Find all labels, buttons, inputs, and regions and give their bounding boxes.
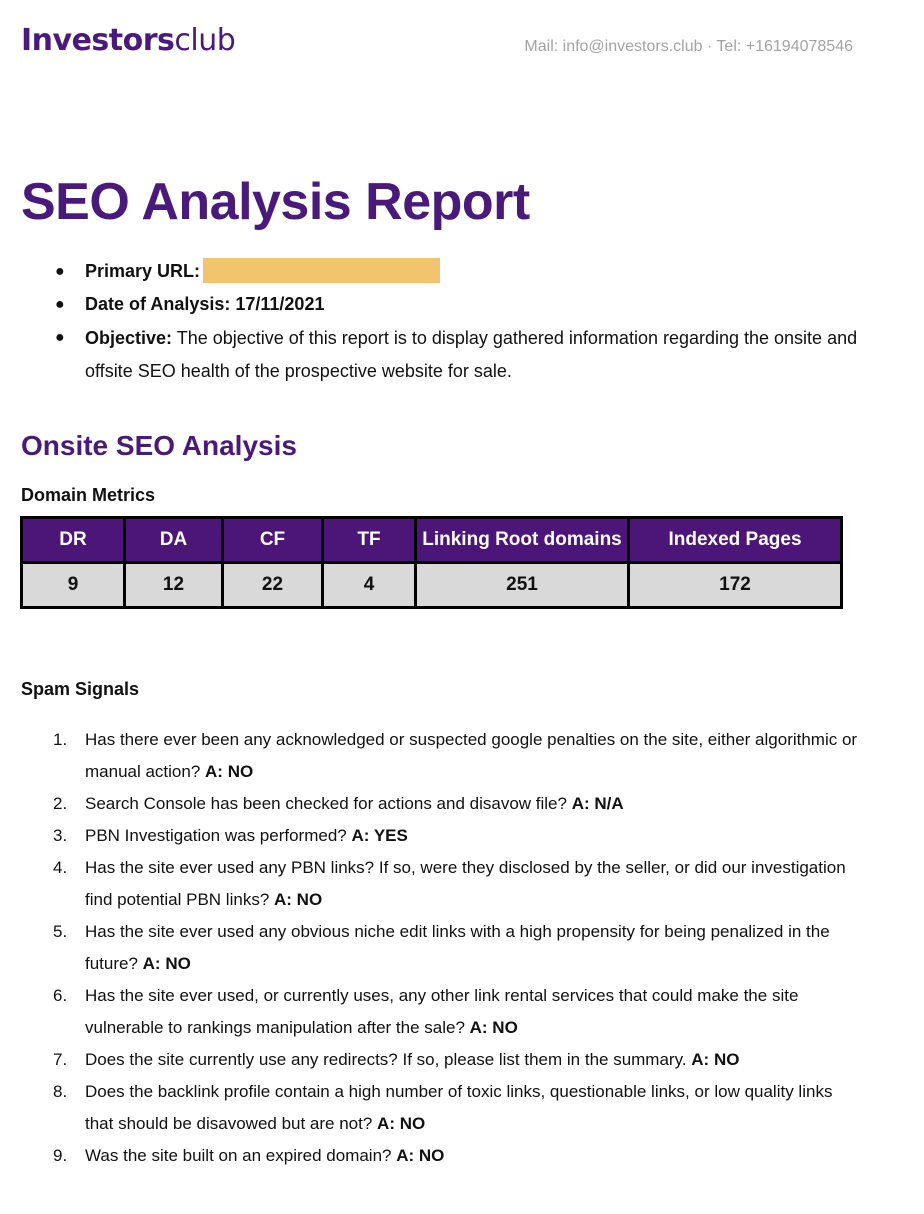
metrics-value-row (22, 563, 842, 608)
item-answer: A: NO (377, 1114, 426, 1133)
column-header-dr: DR (22, 518, 125, 563)
item-answer: A: NO (469, 1018, 518, 1037)
logo-suffix-text: club (174, 23, 236, 58)
value-indexed-pages: 172 (629, 563, 842, 608)
investors-club-logo[interactable] (21, 23, 236, 58)
column-header-linking-root-domains: Linking Root domains (416, 518, 629, 563)
item-answer: A: NO (205, 762, 254, 781)
bullet-icon: ● (55, 263, 65, 280)
list-item (0, 1140, 860, 1172)
domain-metrics-table (20, 516, 843, 609)
list-item (0, 916, 860, 980)
objective-text: The objective of this report is to display gathered information regarding the onsite and offsite SEO health of the prospective website for sale. (85, 328, 858, 381)
item-number: 8. (53, 1082, 68, 1101)
redacted-url-block (203, 258, 440, 283)
item-number: 6. (53, 986, 68, 1005)
primary-url-label: Primary URL: (85, 261, 201, 281)
item-answer: A: N/A (571, 794, 624, 813)
list-item (0, 1076, 860, 1140)
contact-info: Mail: info@investors.club · Tel: +16194078546 (524, 38, 853, 55)
list-item (0, 724, 860, 788)
list-item (0, 788, 860, 820)
item-question: PBN Investigation was performed? (85, 826, 352, 845)
list-item (0, 1044, 860, 1076)
item-answer: A: NO (396, 1146, 445, 1165)
column-header-tf: TF (323, 518, 416, 563)
domain-metrics-heading: Domain Metrics (21, 485, 156, 505)
item-question: Does the backlink profile contain a high number of toxic links, questionable links, or low quality links that should be disavowed but are not? (85, 1082, 833, 1133)
item-question: Has the site ever used any obvious niche edit links with a high propensity for being penalized in the future? (85, 922, 830, 973)
item-question: Search Console has been checked for actions and disavow file? (85, 794, 572, 813)
bullet-icon: ● (55, 296, 65, 313)
item-number: 5. (53, 922, 68, 941)
item-question: Has the site ever used any PBN links? If so, were they disclosed by the seller, or did our investigation find potential PBN links? (85, 858, 846, 909)
bullet-icon: ● (55, 329, 65, 346)
list-item (0, 980, 860, 1044)
item-question: Has the site ever used, or currently uses, any other link rental services that could make the site vulnerable to rankings manipulation after the sale? (85, 986, 799, 1037)
item-question: Was the site built on an expired domain? (85, 1146, 397, 1165)
date-label: Date of Analysis: 17/11/2021 (85, 294, 325, 314)
item-number: 9. (53, 1146, 68, 1165)
list-item (0, 852, 860, 916)
item-answer: A: YES (351, 826, 408, 845)
item-answer: A: NO (691, 1050, 740, 1069)
primary-url-item (0, 255, 860, 288)
value-dr: 9 (22, 563, 125, 608)
item-number: 7. (53, 1050, 68, 1069)
spam-signals-heading: Spam Signals (21, 679, 140, 699)
report-summary-list (0, 255, 860, 388)
item-answer: A: NO (274, 890, 323, 909)
column-header-indexed-pages: Indexed Pages (629, 518, 842, 563)
list-item (0, 820, 860, 852)
item-answer: A: NO (142, 954, 191, 973)
objective-item (0, 321, 860, 388)
value-tf: 4 (323, 563, 416, 608)
value-da: 12 (125, 563, 223, 608)
value-cf: 22 (223, 563, 323, 608)
value-linking-root-domains: 251 (416, 563, 629, 608)
item-question: Has there ever been any acknowledged or suspected google penalties on the site, either algorithmic or manual action? (85, 730, 858, 781)
column-header-da: DA (125, 518, 223, 563)
item-number: 2. (53, 794, 68, 813)
item-number: 1. (53, 730, 68, 749)
logo-brand-text: Investors (21, 23, 175, 58)
column-header-cf: CF (223, 518, 323, 563)
date-item (0, 288, 860, 321)
metrics-header-row (22, 518, 842, 563)
spam-signals-list (0, 724, 860, 1172)
item-number: 3. (53, 826, 68, 845)
page-title: SEO Analysis Report (21, 173, 530, 231)
item-question: Does the site currently use any redirects? If so, please list them in the summary. (85, 1050, 692, 1069)
objective-label: Objective: (85, 328, 173, 348)
item-number: 4. (53, 858, 68, 877)
onsite-seo-heading: Onsite SEO Analysis (21, 430, 297, 461)
